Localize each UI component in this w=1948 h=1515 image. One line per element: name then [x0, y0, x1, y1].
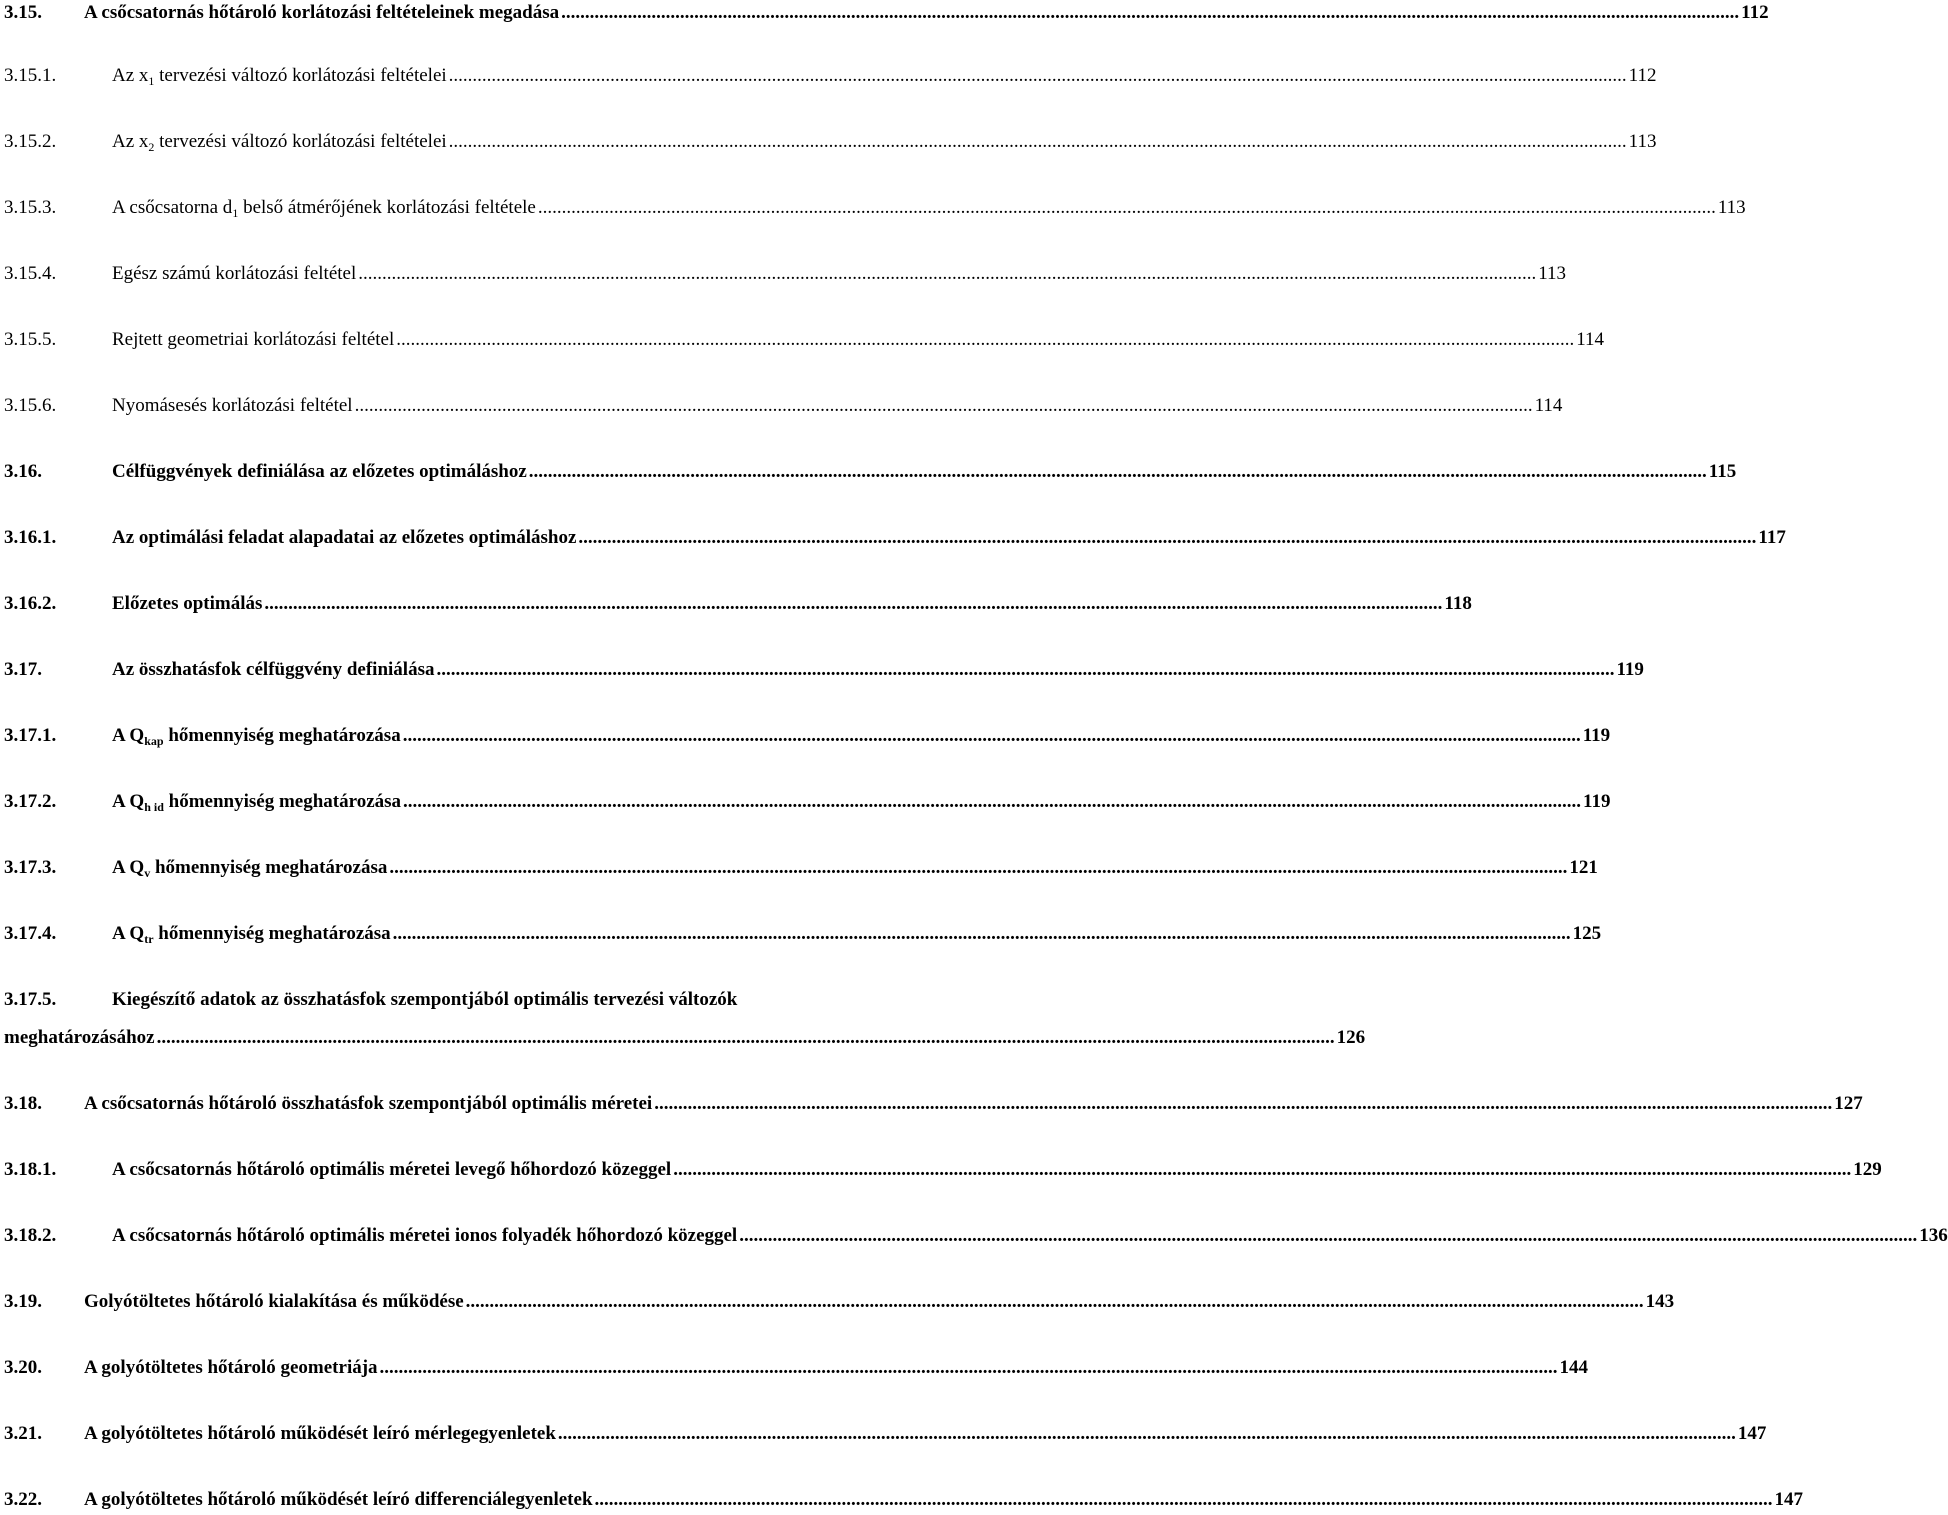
dot-leader — [436, 655, 1614, 685]
toc-entry-number: 3.16.1. — [4, 527, 57, 548]
toc-entry — [4, 787, 1611, 817]
title-subscript: 1 — [232, 206, 239, 220]
toc-entry-page: 114 — [1576, 329, 1605, 350]
toc-entry — [4, 1287, 1675, 1317]
toc-entry-page: 118 — [1444, 593, 1472, 614]
toc-entry — [4, 127, 1657, 157]
toc-entry-page: 121 — [1569, 857, 1598, 878]
toc-entry — [4, 919, 1602, 949]
toc-entry-title: Az összhatásfok célfüggvény definiálása — [112, 659, 435, 680]
toc-entry-page: 143 — [1645, 1291, 1675, 1312]
toc-entry-number: 3.15.6. — [4, 395, 57, 416]
toc-entry — [4, 1089, 1863, 1119]
dot-leader — [358, 259, 1536, 289]
toc-entry — [4, 391, 1563, 421]
title-subscript: tr — [144, 932, 154, 946]
toc-entry — [4, 985, 960, 1015]
dot-leader — [389, 853, 1567, 883]
toc-entry-title: A csőcsatornás hőtároló korlátozási feltételeinek megadása — [84, 2, 560, 23]
toc-entry-number: 3.18.2. — [4, 1225, 57, 1246]
toc-entry — [4, 1353, 1589, 1383]
toc-entry-page: 119 — [1616, 659, 1644, 680]
dot-leader — [403, 721, 1581, 751]
toc-entry — [4, 1419, 1767, 1449]
toc-entry-title: A csőcsatornás hőtároló összhatásfok szempontjából optimális méretei — [84, 1093, 653, 1114]
dot-leader — [380, 1353, 1558, 1383]
toc-entry-title — [112, 853, 387, 888]
toc-entry-title: Nyomásesés korlátozási feltétel — [112, 395, 353, 416]
toc-entry-title-continuation: meghatározásához — [4, 1027, 155, 1048]
dot-leader — [595, 1485, 1773, 1515]
toc-entry-title: Kiegészítő adatok az összhatásfok szempontjából optimális tervezési változók — [112, 989, 738, 1010]
dot-leader — [739, 1221, 1917, 1251]
title-subscript: h id — [144, 800, 164, 814]
title-text: hőmennyiség meghatározása — [163, 791, 402, 812]
dot-leader — [561, 0, 1739, 28]
toc-entry — [4, 655, 1644, 685]
toc-entry-page: 147 — [1737, 1423, 1767, 1444]
toc-entry-title: A csőcsatornás hőtároló optimális méretei ionos folyadék hőhordozó közeggel — [112, 1225, 738, 1246]
toc-entry-title: Célfüggvények definiálása az előzetes optimáláshoz — [112, 461, 527, 482]
toc-entry-number: 3.17.5. — [4, 989, 57, 1010]
toc-entry — [4, 61, 1657, 91]
toc-entry — [4, 523, 1786, 553]
toc-entry-page: 113 — [1717, 197, 1746, 218]
toc-entry — [4, 721, 1611, 751]
title-text: hőmennyiség meghatározása — [150, 857, 388, 878]
toc-entry-continuation — [4, 1023, 1366, 1053]
toc-entry — [4, 259, 1567, 289]
toc-entry-number: 3.19. — [4, 1291, 42, 1312]
dot-leader — [393, 919, 1571, 949]
toc-entry-page: 112 — [1628, 65, 1657, 86]
toc-entry-page: 119 — [1582, 725, 1611, 746]
toc-entry-number: 3.15. — [4, 2, 42, 23]
toc-entry-title: A golyótöltetes hőtároló működését leíró mérlegegyenletek — [84, 1423, 556, 1444]
dot-leader — [157, 1023, 1335, 1053]
title-text: tervezési változó korlátozási feltételei — [154, 65, 447, 86]
title-text: A csőcsatorna d — [112, 197, 233, 218]
toc-entry-title: A golyótöltetes hőtároló geometriája — [84, 1357, 378, 1378]
title-text: hőmennyiség meghatározása — [153, 923, 391, 944]
title-text: hőmennyiség meghatározása — [163, 725, 401, 746]
toc-entry-page: 125 — [1572, 923, 1602, 944]
dot-leader — [578, 523, 1756, 553]
title-text: Az x — [112, 131, 149, 152]
toc-entry-number: 3.15.5. — [4, 329, 57, 350]
toc-entry — [4, 853, 1598, 883]
toc-entry-number: 3.17.1. — [4, 725, 57, 746]
title-text: A Q — [112, 857, 145, 878]
dot-leader — [449, 127, 1627, 157]
toc-entry-page: 119 — [1583, 791, 1611, 812]
toc-entry-number: 3.17.2. — [4, 791, 57, 812]
dot-leader — [264, 589, 1442, 619]
dot-leader — [673, 1155, 1851, 1185]
toc-entry-page: 147 — [1774, 1489, 1804, 1510]
dot-leader — [558, 1419, 1736, 1449]
toc-entry — [4, 325, 1605, 355]
title-text: A Q — [112, 923, 145, 944]
title-subscript: 2 — [148, 140, 155, 154]
title-subscript: kap — [144, 734, 164, 748]
toc-entry-page: 144 — [1559, 1357, 1589, 1378]
toc-entry — [4, 589, 1472, 619]
toc-entry-number: 3.15.2. — [4, 131, 57, 152]
toc-entry-number: 3.17. — [4, 659, 42, 680]
toc-entry-page: 112 — [1741, 2, 1769, 23]
title-text: tervezési változó korlátozási feltételei — [154, 131, 447, 152]
toc-entry — [4, 0, 1769, 28]
toc-entry-page: 115 — [1708, 461, 1737, 482]
toc-entry-number: 3.17.3. — [4, 857, 57, 878]
toc-entry — [4, 1155, 1882, 1185]
dot-leader — [466, 1287, 1644, 1317]
toc-entry-title: A csőcsatornás hőtároló optimális méretei levegő hőhordozó közeggel — [112, 1159, 672, 1180]
toc-entry-page: 113 — [1538, 263, 1567, 284]
toc-entry-number: 3.22. — [4, 1489, 42, 1510]
toc-entry-page: 127 — [1834, 1093, 1863, 1114]
toc-entry — [4, 1221, 1948, 1251]
toc-entry-title — [112, 61, 447, 96]
toc-entry-title — [112, 721, 401, 756]
title-subscript: v — [144, 866, 151, 880]
toc-entry-title — [112, 787, 401, 822]
title-subscript: 1 — [148, 74, 155, 88]
title-text: Az x — [112, 65, 149, 86]
title-text: A Q — [112, 791, 145, 812]
toc-entry-number: 3.18.1. — [4, 1159, 57, 1180]
dot-leader — [538, 193, 1716, 223]
toc-entry-title — [112, 127, 447, 162]
toc-entry-title: Rejtett geometriai korlátozási feltétel — [112, 329, 395, 350]
dot-leader — [355, 391, 1533, 421]
dot-leader — [396, 325, 1574, 355]
toc-entry-number: 3.18. — [4, 1093, 42, 1114]
toc-entry-page: 117 — [1758, 527, 1786, 548]
toc-entry-page: 129 — [1853, 1159, 1882, 1180]
toc-entry-title: A golyótöltetes hőtároló működését leíró differenciálegyenletek — [84, 1489, 593, 1510]
toc-entry — [4, 1485, 1804, 1515]
dot-leader — [654, 1089, 1832, 1119]
title-text: A Q — [112, 725, 145, 746]
dot-leader — [403, 787, 1581, 817]
toc-entry-number: 3.15.1. — [4, 65, 57, 86]
toc-entry-number: 3.15.4. — [4, 263, 57, 284]
toc-entry-page: 126 — [1336, 1027, 1366, 1048]
toc-entry-number: 3.16.2. — [4, 593, 57, 614]
toc-entry-number: 3.15.3. — [4, 197, 57, 218]
toc-entry — [4, 457, 1737, 487]
toc-entry-number: 3.20. — [4, 1357, 42, 1378]
toc-entry-title — [112, 193, 536, 228]
toc-entry-page: 136 — [1919, 1225, 1948, 1246]
toc-entry-number: 3.17.4. — [4, 923, 57, 944]
toc-entry-title: Az optimálási feladat alapadatai az előzetes optimáláshoz — [112, 527, 577, 548]
toc-entry-title: Egész számú korlátozási feltétel — [112, 263, 357, 284]
toc-entry-number: 3.21. — [4, 1423, 42, 1444]
toc-entry-page: 114 — [1534, 395, 1563, 416]
toc-entry — [4, 193, 1746, 223]
dot-leader — [449, 61, 1627, 91]
toc-entry-title — [112, 919, 391, 954]
title-text: belső átmérőjének korlátozási feltétele — [238, 197, 536, 218]
toc-entry-number: 3.16. — [4, 461, 42, 482]
toc-entry-title: Előzetes optimálás — [112, 593, 263, 614]
toc-entry-page: 113 — [1628, 131, 1657, 152]
toc-entry-title: Golyótöltetes hőtároló kialakítása és működése — [84, 1291, 464, 1312]
dot-leader — [529, 457, 1707, 487]
